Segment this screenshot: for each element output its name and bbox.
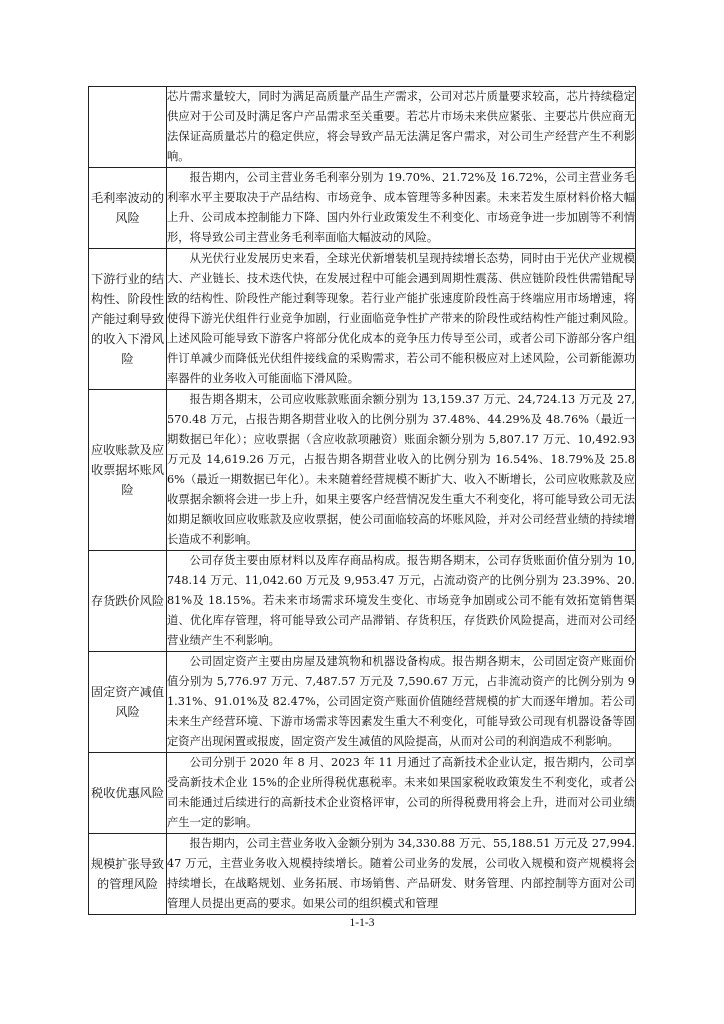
risk-label: [89, 87, 167, 168]
risk-paragraph: 报告期内，公司主营业务毛利率分别为 19.70%、21.72%及 16.72%，公司主营业务毛利率水平主要取决于产品结构、市场竞争、成本管理等多种因素。未来若发生原材料价格大幅上升、公司成本控制能力下降、国内外行业政策发生不利变化、市场竞争进一步加剧等不利情形，将导致公司主营业务毛利率面临大幅波动的风险。: [167, 171, 635, 244]
table-row: [89, 87, 636, 168]
risk-label: 税收优惠风险: [89, 753, 167, 834]
risk-description: [167, 834, 636, 915]
table-row: [89, 834, 636, 915]
risk-label: 应收账款及应收票据坏账风险: [89, 390, 167, 551]
page-number: 1-1-3: [349, 917, 375, 929]
risk-factor-table: [88, 86, 636, 915]
table-row: [89, 753, 636, 834]
risk-paragraph: 公司存货主要由原材料以及库存商品构成。报告期各期末，公司存货账面价值分别为 10,748.14 万元、11,042.60 万元及 9,953.47 万元，占流动资产的比例分别为 23.39%、20.81%及 18.15%。若未来市场需求环境发生变化、市场竞争加剧或公司不能有效拓宽销售渠道、优化库存管理，将可能导致公司产品滞销、存货积压，存货跌价风险提高，进而对公司经营业绩产生不利影响。: [167, 554, 635, 647]
table-row: [89, 551, 636, 652]
risk-description: [167, 551, 636, 652]
risk-label: 规模扩张导致的管理风险: [89, 834, 167, 915]
document-page: [88, 86, 636, 915]
risk-label: 毛利率波动的风险: [89, 168, 167, 249]
risk-description: [167, 249, 636, 390]
risk-description: [167, 168, 636, 249]
table-row: [89, 249, 636, 390]
risk-label: 固定资产减值风险: [89, 652, 167, 753]
table-row: [89, 652, 636, 753]
risk-paragraph: 芯片需求量较大，同时为满足高质量产品生产需求，公司对芯片质量要求较高，芯片持续稳定供应对于公司及时满足客户产品需求至关重要。若芯片市场未来供应紧张、主要芯片供应商无法保证高质量芯片的稳定供应，将会导致产品无法满足客户需求，对公司生产经营产生不利影响。: [167, 90, 635, 163]
risk-description: [167, 652, 636, 753]
table-row: [89, 390, 636, 551]
risk-paragraph: 公司分别于 2020 年 8 月、2023 年 11 月通过了高新技术企业认定，报告期内，公司享受高新技术企业 15%的企业所得税优惠税率。未来如果国家税收政策发生不利变化，或者公司未能通过后续进行的高新技术企业资格评审，公司的所得税费用将会上升，进而对公司业绩产生一定的影响。: [167, 756, 635, 829]
risk-description: [167, 753, 636, 834]
table-row: [89, 168, 636, 249]
risk-label: 存货跌价风险: [89, 551, 167, 652]
risk-description: [167, 87, 636, 168]
risk-paragraph: 公司固定资产主要由房屋及建筑物和机器设备构成。报告期各期末，公司固定资产账面价值分别为 5,776.97 万元、7,487.57 万元及 7,590.67 万元，占非流动资产的比例分别为 91.31%、91.01%及 82.47%，公司固定资产账面价值随经营规模的扩大而逐年增加。若公司未来生产经营环境、下游市场需求等因素发生重大不利变化，可能导致公司现有机器设备等固定资产出现闲置或报废，固定资产发生减值的风险提高，从而对公司的利润造成不利影响。: [167, 655, 635, 748]
risk-paragraph: 报告期各期末，公司应收账款账面余额分别为 13,159.37 万元、24,724.13 万元及 27,570.48 万元，占报告期各期营业收入的比例分别为 37.48%、44.29%及 48.76%（最近一期数据已年化）；应收票据（含应收款项融资）账面余额分别为 5,807.17 万元、10,492.93 万元及 14,619.26 万元，占报告期各期营业收入的比例分别为 16.54%、18.79%及 25.86%（最近一期数据已年化）。未来随着经营规模不断扩大、收入不断增长，公司应收账款及应收票据余额将会进一步上升，如果主要客户经营情况发生重大不利变化，将可能导致公司无法如期足额收回应收账款及应收票据，使公司面临较高的坏账风险，并对公司经营业绩的持续增长造成不利影响。: [167, 393, 635, 546]
risk-paragraph: 从光伏行业发展历史来看，全球光伏新增装机呈现持续增长态势，同时由于光伏产业规模大、产业链长、技术迭代快，在发展过程中可能会遇到周期性震荡、供应链阶段性供需错配导致的结构性、阶段性产能过剩等现象。若行业产能扩张速度阶段性高于终端应用市场增速，将使得下游光伏组件行业竞争加剧，行业面临竞争性扩产带来的阶段性或结构性产能过剩风险。上述风险可能导致下游客户将部分优化成本的竞争压力传导至公司，或者公司下游部分客户组件订单减少而降低光伏组件接线盒的采购需求，若公司不能积极应对上述风险，公司新能源功率器件的业务收入可能面临下滑风险。: [167, 252, 635, 385]
risk-description: [167, 390, 636, 551]
risk-label: 下游行业的结构性、阶段性产能过剩导致的收入下滑风险: [89, 249, 167, 390]
risk-paragraph: 报告期内，公司主营业务收入金额分别为 34,330.88 万元、55,188.51 万元及 27,994.47 万元，主营业务收入规模持续增长。随着公司业务的发展，公司收入规模和资产规模将会持续增长，在战略规划、业务拓展、市场销售、产品研发、财务管理、内部控制等方面对公司管理人员提出更高的要求。如果公司的组织模式和管理: [167, 837, 635, 910]
